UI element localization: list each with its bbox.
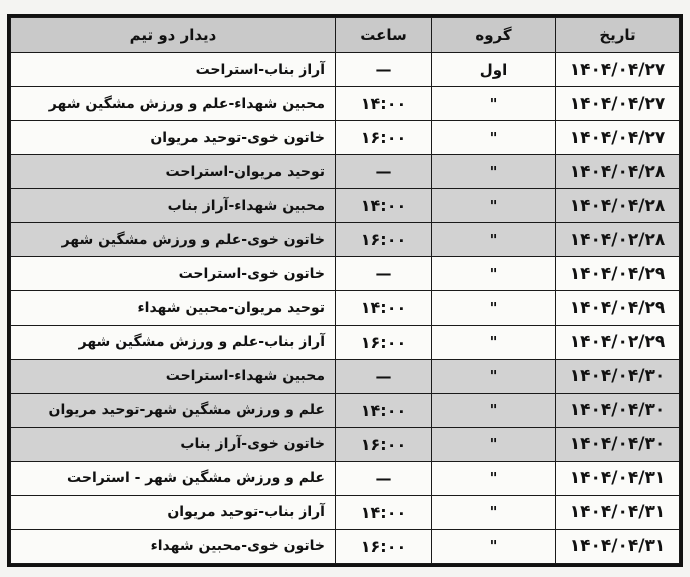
table-body xyxy=(11,53,680,564)
cell-time: ۱۴:۰۰ xyxy=(336,189,432,223)
cell-match: علم و ورزش مشگین شهر-توحید مریوان xyxy=(11,393,336,427)
table-row xyxy=(11,257,680,291)
table-row xyxy=(11,461,680,495)
cell-match: توحید مریوان-محبین شهداء xyxy=(11,291,336,325)
table-row xyxy=(11,223,680,257)
cell-match: خاتون خوی-آراز بناب xyxy=(11,427,336,461)
table-row xyxy=(11,121,680,155)
cell-time: — xyxy=(336,257,432,291)
cell-group: " xyxy=(432,427,556,461)
cell-time: ۱۴:۰۰ xyxy=(336,87,432,121)
cell-match: توحید مریوان-استراحت xyxy=(11,155,336,189)
cell-group: " xyxy=(432,223,556,257)
cell-time: — xyxy=(336,359,432,393)
cell-group: اول xyxy=(432,53,556,87)
cell-match: محبین شهداء-علم و ورزش مشگین شهر xyxy=(11,87,336,121)
table-row xyxy=(11,291,680,325)
cell-match: محبین شهداء-استراحت xyxy=(11,359,336,393)
cell-group: " xyxy=(432,155,556,189)
cell-group: " xyxy=(432,359,556,393)
cell-time: ۱۶:۰۰ xyxy=(336,121,432,155)
cell-time: ۱۶:۰۰ xyxy=(336,223,432,257)
cell-match: آراز بناب-توحید مریوان xyxy=(11,495,336,529)
cell-match: خاتون خوی-استراحت xyxy=(11,257,336,291)
cell-time: ۱۴:۰۰ xyxy=(336,291,432,325)
cell-match: آراز بناب-علم و ورزش مشگین شهر xyxy=(11,325,336,359)
cell-match: علم و ورزش مشگین شهر - استراحت xyxy=(11,461,336,495)
cell-time: — xyxy=(336,155,432,189)
cell-group: " xyxy=(432,529,556,563)
table-row xyxy=(11,393,680,427)
schedule-table xyxy=(10,17,680,564)
cell-date: ۱۴۰۴/۰۴/۲۹ xyxy=(556,257,680,291)
cell-match: آراز بناب-استراحت xyxy=(11,53,336,87)
table-row xyxy=(11,53,680,87)
cell-date: ۱۴۰۴/۰۲/۲۹ xyxy=(556,325,680,359)
cell-date: ۱۴۰۴/۰۴/۳۱ xyxy=(556,461,680,495)
cell-group: " xyxy=(432,291,556,325)
cell-date: ۱۴۰۴/۰۴/۲۷ xyxy=(556,53,680,87)
table-row xyxy=(11,359,680,393)
cell-match: خاتون خوی-توحید مریوان xyxy=(11,121,336,155)
cell-time: ۱۶:۰۰ xyxy=(336,427,432,461)
cell-group: " xyxy=(432,495,556,529)
header-row xyxy=(11,18,680,53)
cell-match: خاتون خوی-محبین شهداء xyxy=(11,529,336,563)
cell-time: ۱۴:۰۰ xyxy=(336,393,432,427)
cell-group: " xyxy=(432,87,556,121)
table-row xyxy=(11,495,680,529)
cell-match: محبین شهداء-آراز بناب xyxy=(11,189,336,223)
cell-group: " xyxy=(432,325,556,359)
cell-time: ۱۶:۰۰ xyxy=(336,325,432,359)
header-time: ساعت xyxy=(336,18,432,53)
cell-date: ۱۴۰۴/۰۴/۲۹ xyxy=(556,291,680,325)
cell-time: ۱۶:۰۰ xyxy=(336,529,432,563)
cell-date: ۱۴۰۴/۰۴/۲۸ xyxy=(556,189,680,223)
header-group: گروه xyxy=(432,18,556,53)
cell-group: " xyxy=(432,189,556,223)
cell-time: — xyxy=(336,53,432,87)
cell-group: " xyxy=(432,461,556,495)
cell-date: ۱۴۰۴/۰۲/۲۸ xyxy=(556,223,680,257)
cell-date: ۱۴۰۴/۰۴/۳۱ xyxy=(556,495,680,529)
cell-group: " xyxy=(432,393,556,427)
header-match: دیدار دو تیم xyxy=(11,18,336,53)
cell-date: ۱۴۰۴/۰۴/۲۷ xyxy=(556,87,680,121)
cell-date: ۱۴۰۴/۰۴/۲۸ xyxy=(556,155,680,189)
cell-group: " xyxy=(432,257,556,291)
cell-date: ۱۴۰۴/۰۴/۳۰ xyxy=(556,393,680,427)
cell-time: ۱۴:۰۰ xyxy=(336,495,432,529)
cell-group: " xyxy=(432,121,556,155)
table-row xyxy=(11,189,680,223)
schedule-sheet xyxy=(7,14,683,567)
table-row xyxy=(11,325,680,359)
table-row xyxy=(11,87,680,121)
table-row xyxy=(11,529,680,563)
header-date: تاریخ xyxy=(556,18,680,53)
table-row xyxy=(11,155,680,189)
table-row xyxy=(11,427,680,461)
cell-match: خاتون خوی-علم و ورزش مشگین شهر xyxy=(11,223,336,257)
cell-date: ۱۴۰۴/۰۴/۲۷ xyxy=(556,121,680,155)
cell-time: — xyxy=(336,461,432,495)
cell-date: ۱۴۰۴/۰۴/۳۰ xyxy=(556,427,680,461)
cell-date: ۱۴۰۴/۰۴/۳۱ xyxy=(556,529,680,563)
cell-date: ۱۴۰۴/۰۴/۳۰ xyxy=(556,359,680,393)
